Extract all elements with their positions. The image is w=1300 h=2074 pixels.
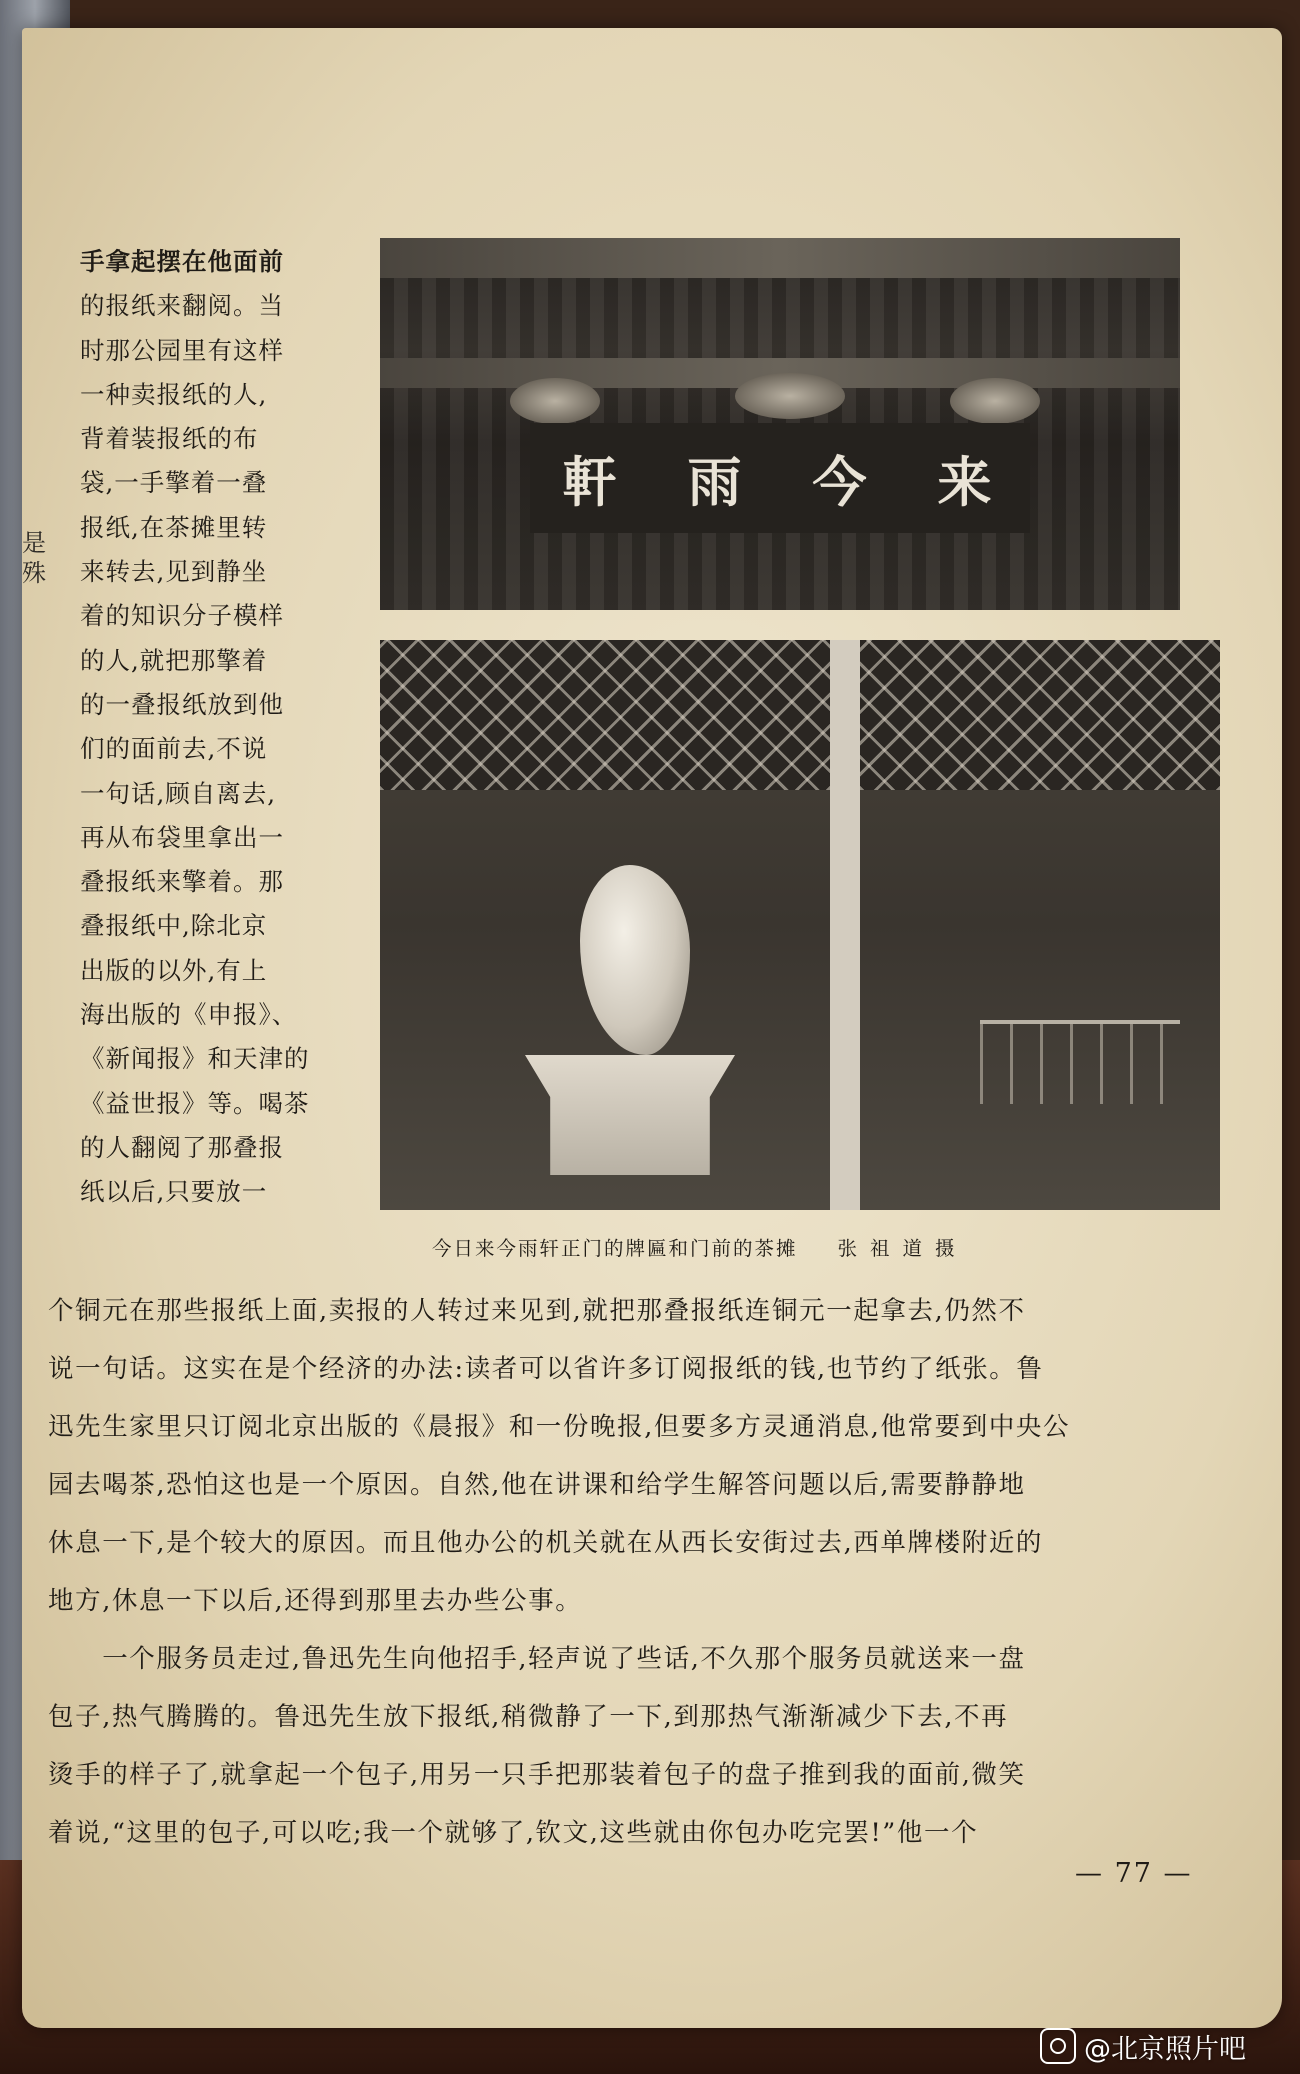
side-char: 是	[22, 529, 46, 557]
text-line: 叠报纸来擎着。那	[80, 867, 284, 897]
photo-credit: 张祖道摄	[837, 1237, 968, 1260]
name-plaque	[530, 423, 1030, 533]
text-line: 地方,休息一下以后,还得到那里去办些公事。	[48, 1586, 583, 1616]
window-lattice	[860, 640, 1220, 790]
text-line: 来转去,见到静坐	[80, 557, 268, 587]
plaque-photo	[380, 238, 1180, 610]
gate-photo	[380, 640, 1220, 1210]
text-line: 的报纸来翻阅。当	[80, 291, 284, 321]
text-line: 海出版的《申报》、	[80, 1000, 298, 1030]
watermark-text: @北京照片吧	[1084, 2033, 1246, 2065]
text-line: 《新闻报》和天津的	[80, 1044, 310, 1074]
painted-medallion	[735, 373, 845, 419]
adjacent-page-fragment	[22, 528, 44, 588]
painted-medallion	[950, 378, 1040, 424]
text-line: 们的面前去,不说	[80, 734, 268, 764]
watermark	[1040, 2028, 1246, 2064]
text-line: 的一叠报纸放到他	[80, 689, 284, 719]
text-line: 《益世报》等。喝茶	[80, 1088, 310, 1118]
text-line: 着说,“这里的包子,可以吃;我一个就够了,钦文,这些就由你包办吃完罢!”他一个	[48, 1818, 979, 1848]
text-line: 时那公园里有这样	[80, 335, 284, 365]
plaque-char: 今	[812, 449, 873, 514]
plaque-char: 雨	[687, 449, 748, 514]
text-line: 一句话,顾自离去,	[80, 778, 277, 808]
gate-pillar	[830, 640, 860, 1210]
eave-beam	[380, 238, 1180, 278]
text-line: 烫手的样子了,就拿起一个包子,用另一只手把那装着包子的盘子推到我的面前,微笑	[48, 1760, 1026, 1790]
plaque-char: 軒	[562, 449, 623, 514]
text-line: 园去喝茶,恐怕这也是一个原因。自然,他在讲课和给学生解答问题以后,需要静静地	[48, 1470, 1026, 1500]
painted-medallion	[510, 378, 600, 424]
text-line: 一种卖报纸的人,	[80, 379, 268, 409]
full-width-text	[48, 1282, 1248, 1862]
window-lattice	[380, 640, 830, 790]
camera-logo-icon	[1040, 2028, 1076, 2064]
side-char: 殊	[22, 559, 46, 587]
text-line: 的人翻阅了那叠报	[80, 1132, 284, 1162]
text-line: 报纸,在茶摊里转	[80, 512, 268, 542]
caption-text: 今日来今雨轩正门的牌匾和门前的茶摊	[432, 1237, 798, 1260]
photo-caption	[432, 1233, 968, 1261]
narrow-text-column	[80, 240, 330, 1215]
text-line: 手拿起摆在他面前	[80, 247, 284, 276]
text-line: 着的知识分子模样	[80, 601, 284, 631]
rock-pedestal	[525, 1055, 735, 1175]
text-line: 的人,就把那擎着	[80, 645, 268, 675]
text-line: 出版的以外,有上	[80, 955, 268, 985]
text-line: 背着装报纸的布	[80, 424, 259, 454]
text-line: 休息一下,是个较大的原因。而且他办公的机关就在从西长安街过去,西单牌楼附近的	[48, 1528, 1044, 1558]
text-line: 包子,热气腾腾的。鲁迅先生放下报纸,稍微静了一下,到那热气渐渐减少下去,不再	[48, 1702, 1009, 1732]
text-line: 叠报纸中,除北京	[80, 911, 268, 941]
text-line: 迅先生家里只订阅北京出版的《晨报》和一份晚报,但要多方灵通消息,他常要到中央公	[48, 1412, 1071, 1442]
page-number: — 77 —	[1075, 1858, 1193, 1889]
text-line: 个铜元在那些报纸上面,卖报的人转过来见到,就把那叠报纸连铜元一起拿去,仍然不	[48, 1296, 1026, 1326]
text-line: 袋,一手擎着一叠	[80, 468, 268, 498]
text-line: 纸以后,只要放一	[80, 1177, 268, 1207]
plaque-char: 来	[937, 449, 998, 514]
text-line: 再从布袋里拿出一	[80, 822, 284, 852]
tea-stall-railing	[980, 1020, 1180, 1104]
text-line: 一个服务员走过,鲁迅先生向他招手,轻声说了些话,不久那个服务员就送来一盘	[48, 1644, 1026, 1674]
text-line: 说一句话。这实在是个经济的办法:读者可以省许多订阅报纸的钱,也节约了纸张。鲁	[48, 1354, 1044, 1384]
ornamental-rock	[580, 865, 690, 1055]
